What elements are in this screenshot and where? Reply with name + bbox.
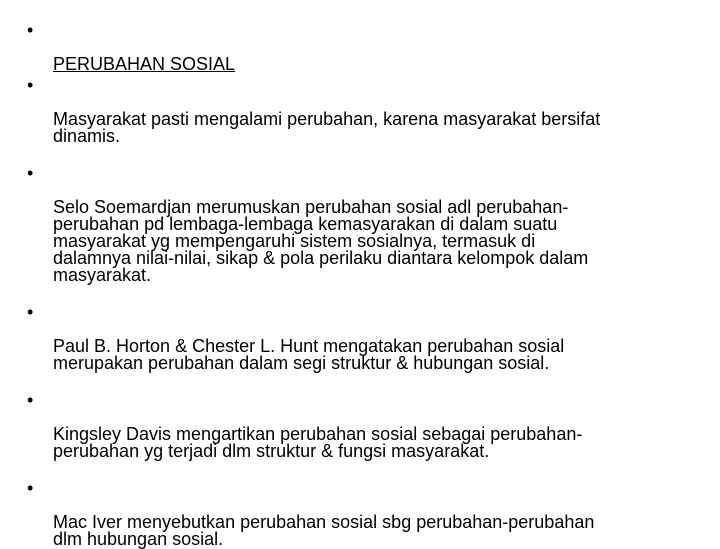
bullet-heading: [27, 22, 677, 73]
bullet-item-selo-soemardjan: [27, 165, 677, 284]
bullet-dot-icon: •: [27, 302, 34, 322]
bullet-text: Paul B. Horton & Chester L. Hunt mengatakan perubahan sosial merupakan perubahan dalam segi struktur & hubungan sosial.: [53, 336, 565, 373]
bullet-dot-icon: •: [27, 478, 34, 498]
bullet-item-mac-iver: [27, 480, 677, 548]
bullet-list: [27, 22, 677, 548]
bullet-text: Mac Iver menyebutkan perubahan sosial sbg perubahan-perubahan dlm hubungan sosial.: [53, 512, 595, 549]
bullet-text: Selo Soemardjan merumuskan perubahan sosial adl perubahan- perubahan pd lembaga-lembaga kemasyarakan di dalam suatu masyarakat yg mempengaruhi sistem sosialnya, termasuk di dalamnya nilai-nilai, sikap & pola perilaku diantara kelompok dalam masyarakat.: [53, 197, 589, 285]
bullet-item-horton-hunt: [27, 304, 677, 372]
bullet-item-masyarakat: [27, 77, 677, 145]
bullet-dot-icon: •: [27, 75, 34, 95]
bullet-dot-icon: •: [27, 390, 34, 410]
bullet-dot-icon: •: [27, 163, 34, 183]
bullet-dot-icon: •: [27, 20, 34, 40]
bullet-item-kingsley-davis: [27, 392, 677, 460]
heading-text: PERUBAHAN SOSIAL: [53, 54, 236, 74]
bullet-text: Kingsley Davis mengartikan perubahan sosial sebagai perubahan- perubahan yg terjadi dlm struktur & fungsi masyarakat.: [53, 424, 583, 461]
bullet-text: Masyarakat pasti mengalami perubahan, karena masyarakat bersifat dinamis.: [53, 109, 601, 146]
